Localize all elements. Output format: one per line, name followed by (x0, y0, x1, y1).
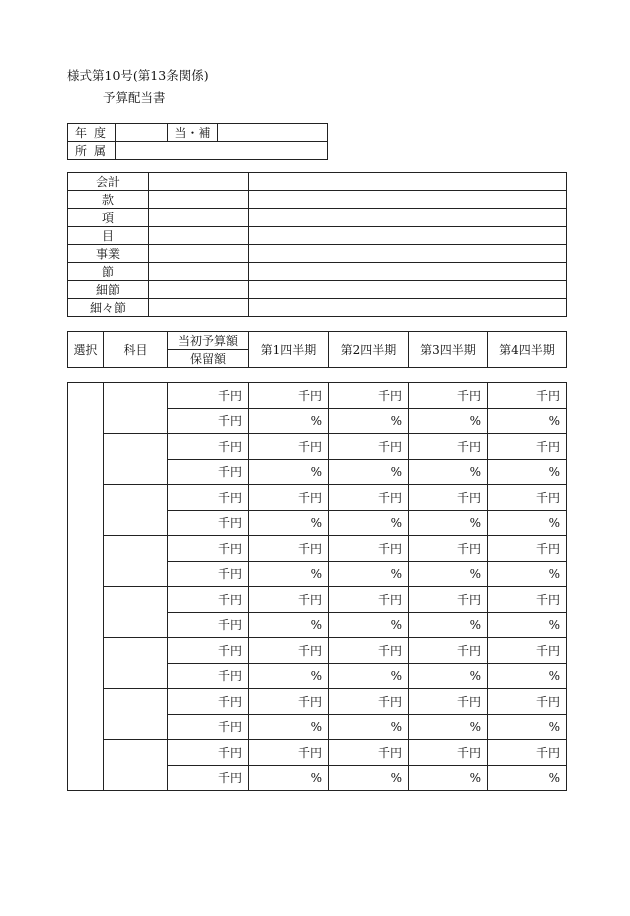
subject-cell[interactable] (104, 740, 168, 791)
account-name-field[interactable] (249, 191, 567, 209)
table-row (68, 587, 567, 613)
account-row (68, 173, 567, 191)
q1-cell[interactable]: 千円 (249, 434, 329, 460)
budget-cell[interactable]: 千円 (168, 638, 249, 664)
account-name-field[interactable] (249, 227, 567, 245)
budget-cell[interactable]: 千円 (168, 663, 249, 689)
q1-cell[interactable]: 千円 (249, 485, 329, 511)
table-row (68, 536, 567, 562)
account-name-field[interactable] (249, 263, 567, 281)
q3-cell[interactable]: % (409, 459, 488, 485)
budget-cell[interactable]: 千円 (168, 612, 249, 638)
budget-cell[interactable]: 千円 (168, 408, 249, 434)
account-code-field[interactable] (149, 245, 249, 263)
q4-cell[interactable]: % (488, 612, 567, 638)
allocation-body-table (67, 382, 567, 791)
q2-cell[interactable]: 千円 (329, 434, 409, 460)
q4-cell[interactable]: % (488, 714, 567, 740)
q1-cell[interactable]: % (249, 459, 329, 485)
select-column[interactable] (68, 383, 104, 791)
q3-cell[interactable]: 千円 (409, 536, 488, 562)
reserved-header: 保留額 (168, 350, 249, 368)
table-row (68, 434, 567, 460)
budget-cell[interactable]: 千円 (168, 485, 249, 511)
q2-cell[interactable]: % (329, 612, 409, 638)
account-row (68, 281, 567, 299)
table-row (68, 383, 567, 409)
q2-cell[interactable]: 千円 (329, 689, 409, 715)
q1-cell[interactable]: 千円 (249, 383, 329, 409)
q1-cell[interactable]: 千円 (249, 740, 329, 766)
account-code-field[interactable] (149, 173, 249, 191)
q1-cell[interactable]: % (249, 612, 329, 638)
account-row (68, 245, 567, 263)
account-name-field[interactable] (249, 281, 567, 299)
q4-cell[interactable]: % (488, 663, 567, 689)
q3-cell[interactable]: 千円 (409, 383, 488, 409)
subject-cell[interactable] (104, 434, 168, 485)
subject-header: 科目 (104, 332, 168, 368)
q2-cell[interactable]: % (329, 663, 409, 689)
document-title: 予算配当書 (103, 90, 166, 105)
account-code-field[interactable] (149, 191, 249, 209)
q2-cell[interactable]: % (329, 459, 409, 485)
account-level-label: 項 (68, 209, 149, 227)
account-row (68, 191, 567, 209)
q3-cell[interactable]: 千円 (409, 587, 488, 613)
account-name-field[interactable] (249, 245, 567, 263)
q4-cell[interactable]: % (488, 459, 567, 485)
account-row (68, 263, 567, 281)
form-number: 様式第10号(第13条関係) (67, 68, 209, 83)
q1-cell[interactable]: % (249, 765, 329, 791)
subject-cell[interactable] (104, 587, 168, 638)
q4-cell[interactable]: % (488, 765, 567, 791)
q1-cell[interactable]: % (249, 408, 329, 434)
q1-cell[interactable]: % (249, 714, 329, 740)
table-row (68, 740, 567, 766)
table-row (68, 689, 567, 715)
account-level-label: 節 (68, 263, 149, 281)
q2-cell[interactable]: 千円 (329, 740, 409, 766)
account-code-field[interactable] (149, 209, 249, 227)
q3-cell[interactable]: 千円 (409, 638, 488, 664)
account-row (68, 209, 567, 227)
table-row (68, 638, 567, 664)
subject-cell[interactable] (104, 485, 168, 536)
q2-cell[interactable]: % (329, 561, 409, 587)
account-level-label: 目 (68, 227, 149, 245)
year-label: 年度 (68, 124, 116, 142)
q3-cell[interactable]: % (409, 408, 488, 434)
q4-cell[interactable]: 千円 (488, 485, 567, 511)
q3-cell[interactable]: % (409, 510, 488, 536)
q3-cell[interactable]: % (409, 663, 488, 689)
allocation-header-table (67, 331, 567, 368)
account-level-label: 款 (68, 191, 149, 209)
q2-cell[interactable]: 千円 (329, 638, 409, 664)
subject-cell[interactable] (104, 383, 168, 434)
budget-cell[interactable]: 千円 (168, 561, 249, 587)
q4-cell[interactable]: % (488, 510, 567, 536)
budget-cell[interactable]: 千円 (168, 740, 249, 766)
budget-cell[interactable]: 千円 (168, 689, 249, 715)
account-classification-table (67, 172, 567, 317)
q2-header: 第2四半期 (329, 332, 409, 368)
budget-cell[interactable]: 千円 (168, 765, 249, 791)
q2-cell[interactable]: 千円 (329, 383, 409, 409)
q1-cell[interactable]: 千円 (249, 587, 329, 613)
q3-cell[interactable]: % (409, 714, 488, 740)
q4-cell[interactable]: % (488, 408, 567, 434)
account-code-field[interactable] (149, 299, 249, 317)
type-field[interactable] (218, 124, 328, 142)
q1-cell[interactable]: % (249, 663, 329, 689)
q2-cell[interactable]: 千円 (329, 485, 409, 511)
account-level-label: 細節 (68, 281, 149, 299)
q4-cell[interactable]: 千円 (488, 740, 567, 766)
q3-cell[interactable]: % (409, 561, 488, 587)
account-level-label: 細々節 (68, 299, 149, 317)
subject-cell[interactable] (104, 689, 168, 740)
affiliation-field[interactable] (116, 142, 328, 160)
year-field[interactable] (116, 124, 168, 142)
budget-cell[interactable]: 千円 (168, 383, 249, 409)
q4-cell[interactable]: 千円 (488, 383, 567, 409)
q4-cell[interactable]: 千円 (488, 587, 567, 613)
q2-cell[interactable]: % (329, 510, 409, 536)
q2-cell[interactable]: % (329, 714, 409, 740)
account-code-field[interactable] (149, 281, 249, 299)
q3-cell[interactable]: 千円 (409, 689, 488, 715)
q4-cell[interactable]: 千円 (488, 536, 567, 562)
account-name-field[interactable] (249, 173, 567, 191)
account-level-label: 会計 (68, 173, 149, 191)
budget-cell[interactable]: 千円 (168, 434, 249, 460)
account-level-label: 事業 (68, 245, 149, 263)
budget-cell[interactable]: 千円 (168, 459, 249, 485)
budget-cell[interactable]: 千円 (168, 587, 249, 613)
select-header: 選択 (68, 332, 104, 368)
q2-cell[interactable]: 千円 (329, 536, 409, 562)
account-row (68, 227, 567, 245)
account-name-field[interactable] (249, 299, 567, 317)
q4-cell[interactable]: % (488, 561, 567, 587)
q1-cell[interactable]: 千円 (249, 638, 329, 664)
account-code-field[interactable] (149, 263, 249, 281)
budget-cell[interactable]: 千円 (168, 536, 249, 562)
q1-cell[interactable]: % (249, 561, 329, 587)
account-code-field[interactable] (149, 227, 249, 245)
q4-cell[interactable]: 千円 (488, 638, 567, 664)
q1-cell[interactable]: % (249, 510, 329, 536)
q4-header: 第4四半期 (488, 332, 567, 368)
budget-cell[interactable]: 千円 (168, 714, 249, 740)
q3-cell[interactable]: 千円 (409, 740, 488, 766)
q3-cell[interactable]: % (409, 612, 488, 638)
account-row (68, 299, 567, 317)
budget-cell[interactable]: 千円 (168, 510, 249, 536)
q3-cell[interactable]: 千円 (409, 434, 488, 460)
q1-cell[interactable]: 千円 (249, 689, 329, 715)
q2-cell[interactable]: 千円 (329, 587, 409, 613)
affiliation-label: 所属 (68, 142, 116, 160)
initial-budget-header: 当初予算額 (168, 332, 249, 350)
q1-cell[interactable]: 千円 (249, 536, 329, 562)
q3-cell[interactable]: % (409, 765, 488, 791)
q3-cell[interactable]: 千円 (409, 485, 488, 511)
year-affiliation-table (67, 123, 328, 160)
q4-cell[interactable]: 千円 (488, 434, 567, 460)
q2-cell[interactable]: % (329, 408, 409, 434)
q3-header: 第3四半期 (409, 332, 488, 368)
table-row (68, 485, 567, 511)
type-label: 当・補 (168, 124, 218, 142)
q2-cell[interactable]: % (329, 765, 409, 791)
subject-cell[interactable] (104, 638, 168, 689)
q1-header: 第1四半期 (249, 332, 329, 368)
subject-cell[interactable] (104, 536, 168, 587)
q4-cell[interactable]: 千円 (488, 689, 567, 715)
account-name-field[interactable] (249, 209, 567, 227)
